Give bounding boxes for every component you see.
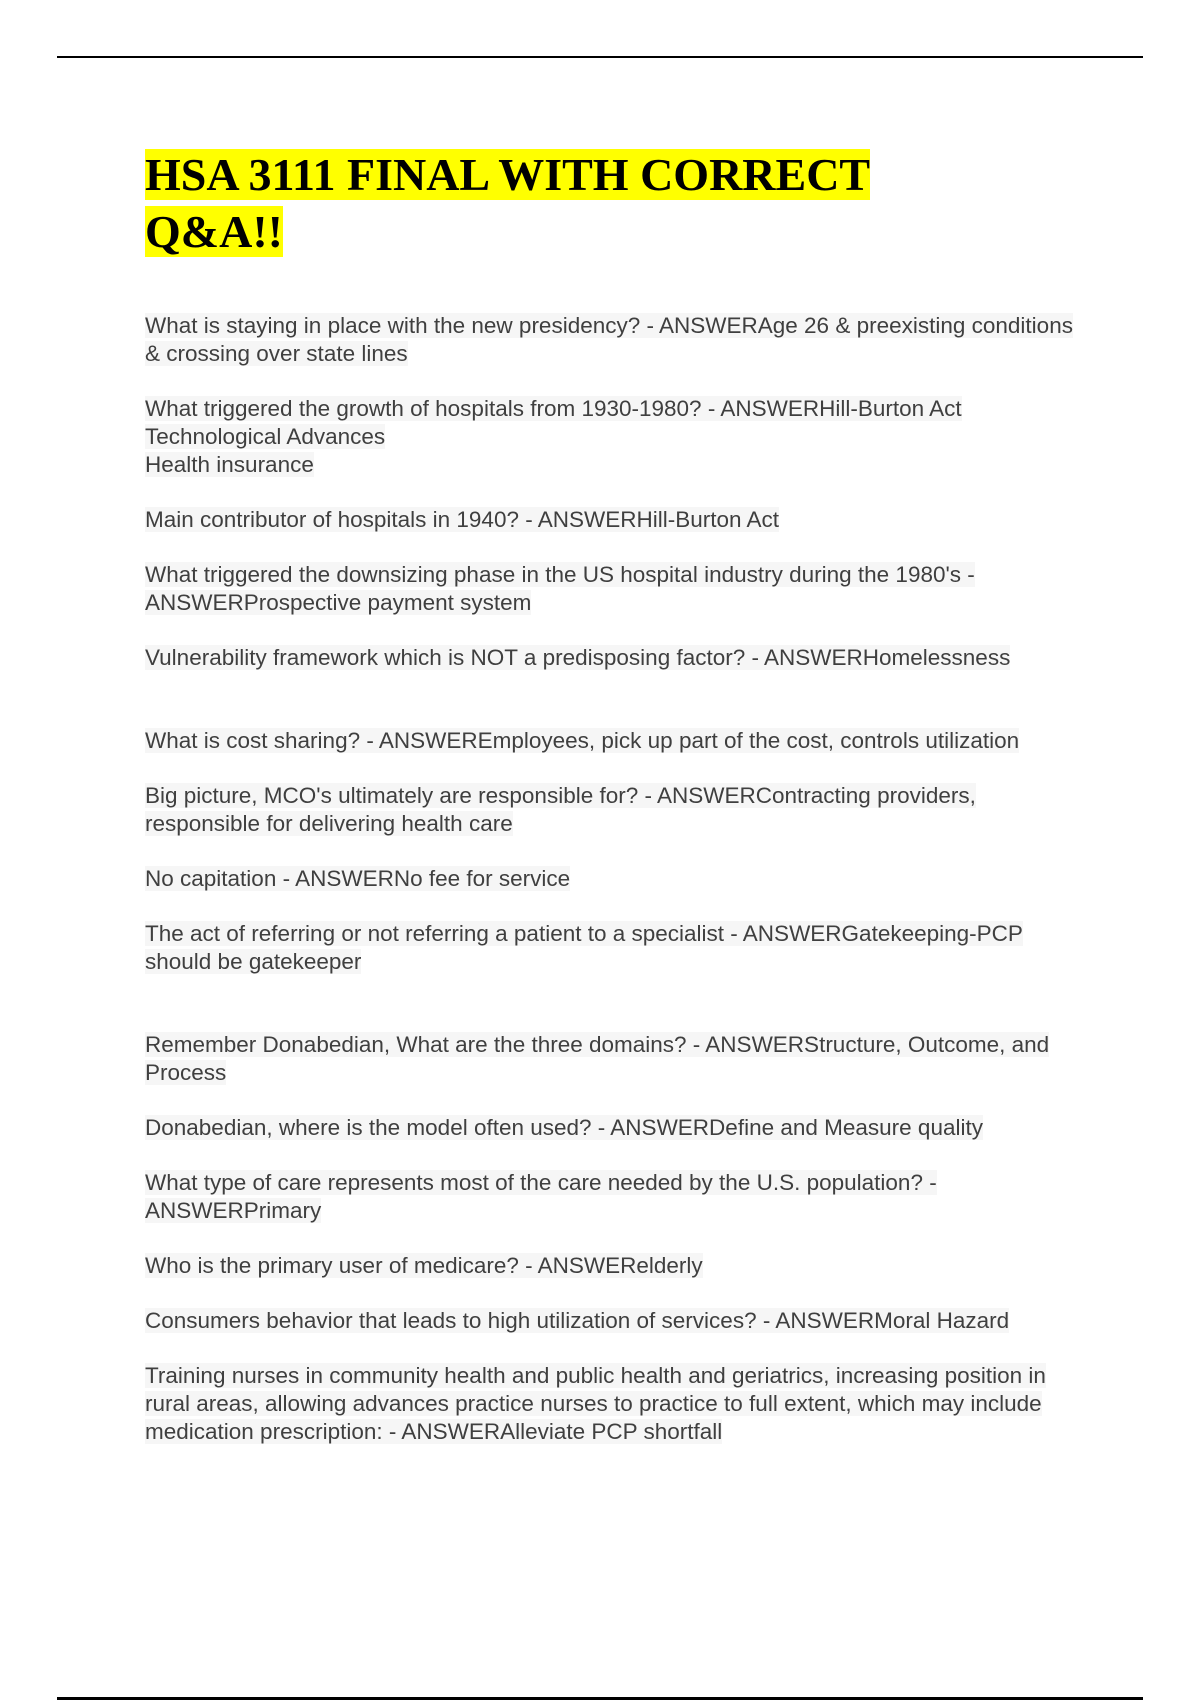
qa-text: Vulnerability framework which is NOT a predisposing factor? - ANSWERHomelessness <box>145 645 1011 670</box>
top-rule <box>57 56 1143 58</box>
qa-item <box>145 1307 1075 1335</box>
qa-item <box>145 1114 1075 1142</box>
qa-list <box>145 312 1075 1473</box>
qa-item <box>145 1169 1075 1225</box>
qa-item <box>145 1362 1075 1446</box>
qa-item <box>145 727 1075 755</box>
title-line-2: Q&A!! <box>145 206 283 257</box>
qa-text: Main contributor of hospitals in 1940? - ANSWERHill-Burton Act <box>145 507 780 532</box>
qa-item <box>145 1031 1075 1087</box>
qa-text: What triggered the growth of hospitals from 1930-1980? - ANSWERHill-Burton Act <box>145 396 962 421</box>
qa-text: Big picture, MCO's ultimately are responsible for? - ANSWERContracting providers, responsible for delivering health care <box>145 783 976 836</box>
qa-text: Donabedian, where is the model often used? - ANSWERDefine and Measure quality <box>145 1115 983 1140</box>
qa-item <box>145 782 1075 838</box>
qa-text: What is cost sharing? - ANSWEREmployees, pick up part of the cost, controls utilization <box>145 728 1020 753</box>
title-highlight <box>145 149 870 257</box>
qa-text: Training nurses in community health and public health and geriatrics, increasing position in rural areas, allowing advances practice nurses to practice to full extent, which may include medication prescription: - ANSWERAlleviate PCP shortfall <box>145 1363 1046 1444</box>
qa-text: What is staying in place with the new presidency? - ANSWERAge 26 & preexisting conditions & crossing over state lines <box>145 313 1073 366</box>
title-line-1: HSA 3111 FINAL WITH CORRECT <box>145 149 871 200</box>
qa-item <box>145 1252 1075 1280</box>
qa-item <box>145 920 1075 976</box>
qa-item <box>145 506 1075 534</box>
qa-text: What type of care represents most of the care needed by the U.S. population? - ANSWERPrimary <box>145 1170 937 1223</box>
qa-item <box>145 561 1075 617</box>
qa-text: Who is the primary user of medicare? - ANSWERelderly <box>145 1253 703 1278</box>
qa-text: What triggered the downsizing phase in the US hospital industry during the 1980's - ANSWERProspective payment system <box>145 562 975 615</box>
qa-text: Remember Donabedian, What are the three domains? - ANSWERStructure, Outcome, and Process <box>145 1032 1050 1085</box>
document-title <box>145 146 1045 260</box>
qa-item <box>145 644 1075 672</box>
qa-item <box>145 312 1075 368</box>
qa-item <box>145 395 1075 479</box>
qa-text: Consumers behavior that leads to high utilization of services? - ANSWERMoral Hazard <box>145 1308 1010 1333</box>
qa-item <box>145 865 1075 893</box>
qa-text: The act of referring or not referring a patient to a specialist - ANSWERGatekeeping-PCP should be gatekeeper <box>145 921 1023 974</box>
qa-text: No capitation - ANSWERNo fee for service <box>145 866 571 891</box>
qa-text-continued: Technological Advances <box>145 424 386 449</box>
qa-text-continued: Health insurance <box>145 452 314 477</box>
